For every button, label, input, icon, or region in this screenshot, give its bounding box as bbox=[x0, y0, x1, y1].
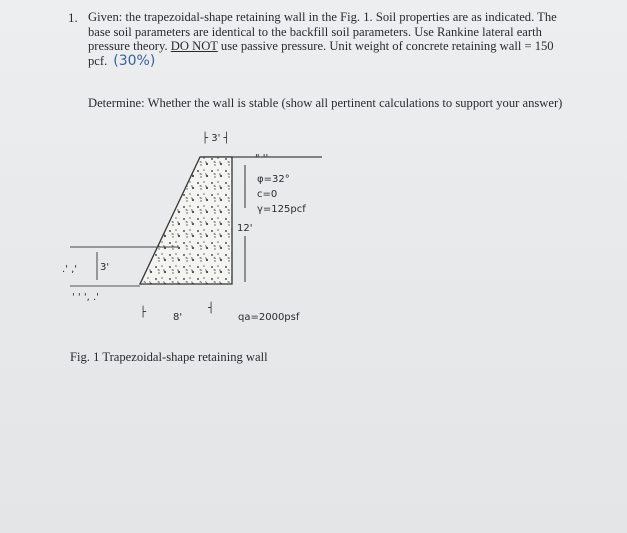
front-soil-texture: .' ,' bbox=[62, 264, 78, 275]
base-soil-texture: ' ' ', .' bbox=[72, 292, 99, 303]
determine-paragraph: Determine: Whether the wall is stable (show all pertinent calculations to support your answer) bbox=[88, 96, 563, 110]
do-not-emphasis: DO NOT bbox=[170, 39, 218, 54]
given-text: Given: the trapezoidal-shape retaining wall in the Fig. 1. Soil properties are as indicated. The base soil parameters are identical to the backfill soil parameters. Use Rankine lateral earth pressure theory. bbox=[88, 10, 557, 54]
given-text-continued: use passive pressure. Unit weight of concrete retaining wall = 150 pcf. bbox=[88, 39, 554, 68]
soil-cohesion: c=0 bbox=[257, 189, 278, 200]
allowable-bearing-label: qa=2000psf bbox=[238, 312, 300, 323]
wall-height-label: 12' bbox=[237, 223, 253, 234]
embedment-label: 3' bbox=[100, 262, 110, 273]
surface-hatch-marks: " '' bbox=[255, 153, 269, 164]
soil-unit-weight: γ=125pcf bbox=[257, 204, 306, 215]
handwritten-points: (30%) bbox=[113, 52, 156, 69]
concrete-wall bbox=[140, 157, 232, 284]
base-width-label: 8' bbox=[173, 312, 183, 323]
base-width-right-tick: ┤ bbox=[208, 303, 215, 314]
question-number: 1. bbox=[68, 10, 78, 25]
soil-friction-angle: φ=32° bbox=[257, 174, 290, 185]
top-width-label: ├ 3' ┤ bbox=[202, 133, 230, 144]
figure-caption: Fig. 1 Trapezoidal-shape retaining wall bbox=[70, 350, 268, 364]
base-width-left-tick: ├ bbox=[140, 307, 147, 318]
